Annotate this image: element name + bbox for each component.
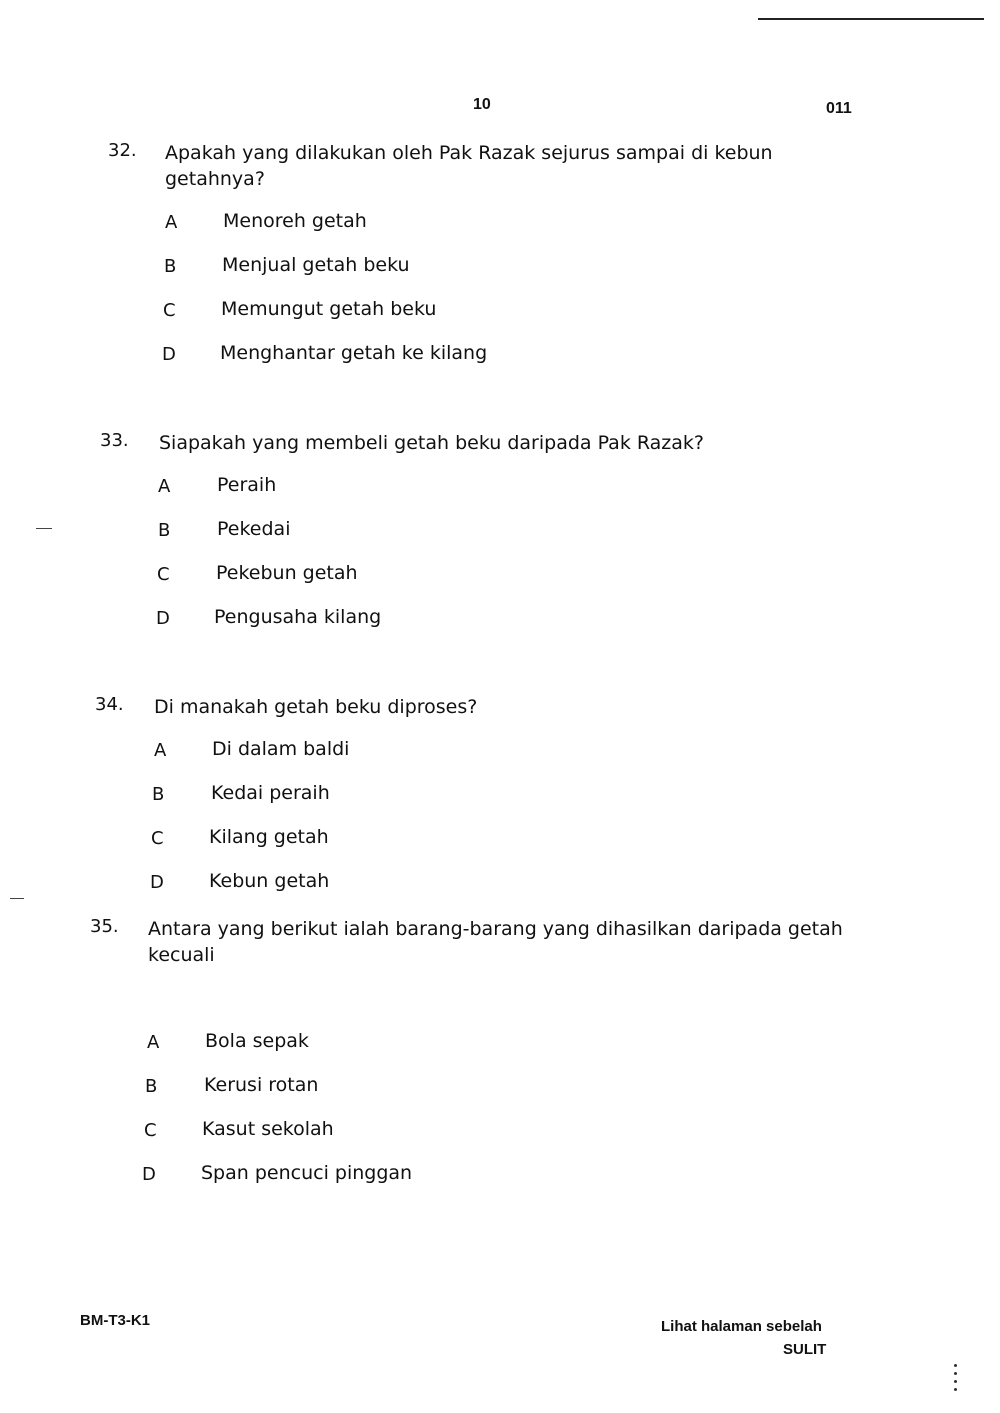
option-text: Kilang getah xyxy=(209,826,329,848)
scan-edge-dots xyxy=(954,1364,957,1396)
option-text: Memungut getah beku xyxy=(221,298,437,320)
scan-margin-mark xyxy=(10,898,24,899)
option-text: Kedai peraih xyxy=(211,782,330,804)
option-letter: A xyxy=(165,212,178,233)
option-letter: B xyxy=(164,256,177,277)
option-text: Menjual getah beku xyxy=(222,254,410,276)
page-number: 10 xyxy=(473,96,491,113)
footer-next-page: Lihat halaman sebelah xyxy=(661,1318,822,1335)
option-text: Di dalam baldi xyxy=(212,738,350,760)
option-letter: B xyxy=(158,520,171,541)
option-text: Span pencuci pinggan xyxy=(201,1162,413,1184)
option-text: Kerusi rotan xyxy=(204,1074,319,1096)
option-letter: D xyxy=(162,344,176,365)
paper-code: 011 xyxy=(826,100,852,117)
question-text: Siapakah yang membeli getah beku daripada Pak Razak? xyxy=(159,432,704,454)
option-letter: B xyxy=(145,1076,158,1097)
option-letter: D xyxy=(156,608,170,629)
option-text: Pekedai xyxy=(217,518,291,540)
option-letter: D xyxy=(150,872,164,893)
question-number: 32. xyxy=(108,140,137,161)
question-text: Apakah yang dilakukan oleh Pak Razak sejurus sampai di kebun getahnya? xyxy=(165,142,773,190)
footer-classification: SULIT xyxy=(783,1341,827,1358)
option-letter: C xyxy=(144,1120,157,1141)
option-letter: A xyxy=(158,476,171,497)
footer-code: BM-T3-K1 xyxy=(80,1312,150,1329)
scan-margin-mark xyxy=(36,528,52,529)
option-text: Menghantar getah ke kilang xyxy=(220,342,488,364)
option-letter: B xyxy=(152,784,165,805)
question-number: 34. xyxy=(95,694,124,715)
option-text: Pekebun getah xyxy=(216,562,358,584)
option-text: Kasut sekolah xyxy=(202,1118,334,1140)
option-letter: C xyxy=(157,564,170,585)
option-letter: A xyxy=(147,1032,160,1053)
option-text: Peraih xyxy=(217,474,277,496)
scan-top-rule xyxy=(758,18,984,20)
question-text: Antara yang berikut ialah barang-barang yang dihasilkan daripada getah kecuali xyxy=(148,918,843,966)
option-text: Pengusaha kilang xyxy=(214,606,382,628)
option-letter: C xyxy=(163,300,176,321)
option-letter: D xyxy=(142,1164,156,1185)
question-text: Di manakah getah beku diproses? xyxy=(154,696,478,718)
option-text: Menoreh getah xyxy=(223,210,367,232)
option-letter: C xyxy=(151,828,164,849)
option-text: Bola sepak xyxy=(205,1030,309,1052)
question-number: 33. xyxy=(100,430,129,451)
option-text: Kebun getah xyxy=(209,870,330,892)
option-letter: A xyxy=(154,740,167,761)
question-number: 35. xyxy=(90,916,119,937)
